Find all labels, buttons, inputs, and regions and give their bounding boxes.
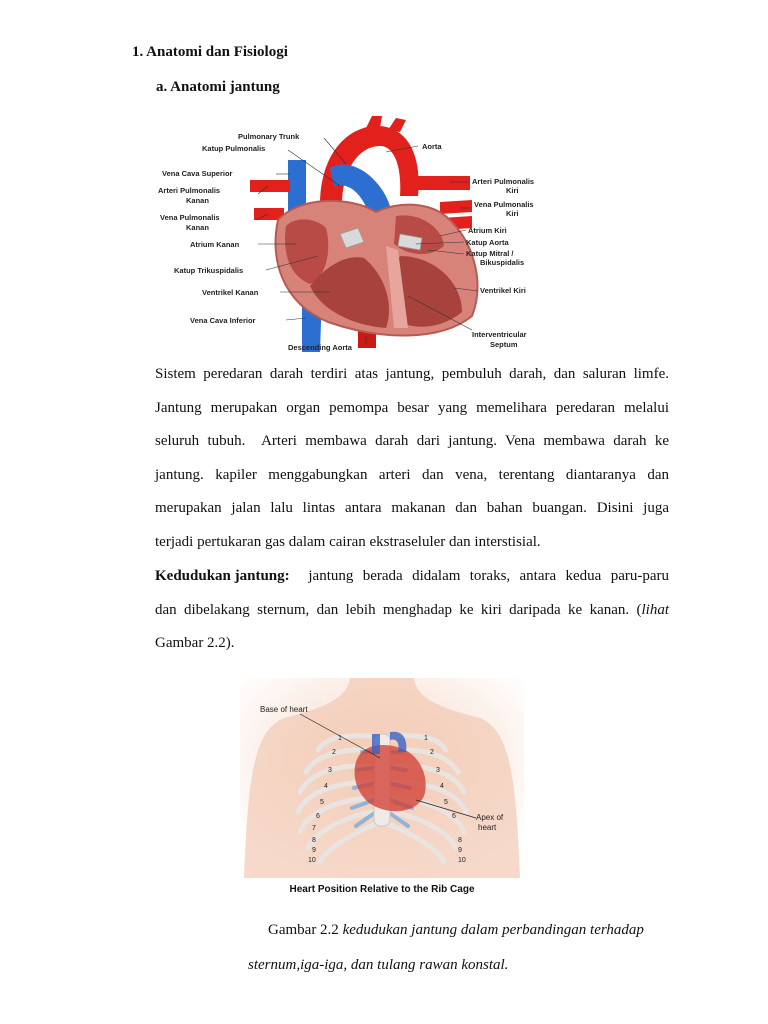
label-vena-pulmonalis-kanan-2: Kanan (186, 223, 209, 232)
label-atrium-kiri: Atrium Kiri (468, 226, 507, 235)
paragraph-line: Sistem peredaran darah terdiri atas jantung, pembuluh darah, dan saluran limfe. (155, 366, 669, 382)
label-aorta: Aorta (422, 142, 442, 151)
rib-number: 6 (452, 813, 456, 820)
line2-start: dan dibelakang sternum, dan lebih menghadap ke kiri daripada ke kanan. ( (155, 601, 642, 618)
label-heart: heart (478, 823, 497, 832)
paragraph-line: terjadi pertukaran gas dalam cairan ekstraseluler dan interstisial. (155, 533, 541, 550)
rib-number: 7 (312, 825, 316, 832)
label-katup-pulmonalis: Katup Pulmonalis (202, 144, 266, 153)
pulmonary-artery-left-shape (412, 176, 470, 190)
subsection-heading: a. Anatomi jantung (156, 79, 280, 95)
label-katup-mitral: Katup Mitral / (466, 249, 514, 258)
rib-number: 9 (312, 847, 316, 854)
label-arteri-pulmonalis-kanan-2: Kanan (186, 196, 209, 205)
label-vena-pulmonalis-kiri: Vena Pulmonalis (474, 200, 534, 209)
label-arteri-pulmonalis-kanan: Arteri Pulmonalis (158, 186, 221, 195)
label-katup-aorta: Katup Aorta (466, 238, 509, 247)
rib-number: 5 (320, 799, 324, 806)
paragraph-line: merupakan jalan lalu lintas antara makanan dan bahan buangan. Disini juga (155, 500, 669, 516)
label-apex-of: Apex of (476, 813, 504, 822)
section-heading: 1. Anatomi dan Fisiologi (132, 44, 288, 60)
label-bikuspidalis: Bikuspidalis (480, 258, 525, 267)
paragraph-heart-position (155, 560, 669, 661)
label-interventricular: Interventricular (472, 330, 527, 339)
paragraph-circulation (155, 358, 669, 559)
rib-number: 3 (328, 767, 332, 774)
rib-number: 6 (316, 813, 320, 820)
paragraph-line: seluruh tubuh. Arteri membawa darah dari jantung. Vena membawa darah ke (155, 433, 669, 449)
rib-number: 4 (440, 783, 444, 790)
paragraph-line: Jantung merupakan organ pemompa besar yang memelihara peredaran melalui (155, 399, 669, 416)
paragraph-line: Gambar 2.2). (155, 635, 235, 651)
rib-number: 2 (430, 749, 434, 756)
figure-caption-line2: sternum,iga-iga, dan tulang rawan konstal. (248, 957, 509, 973)
label-vena-cava-inferior: Vena Cava Inferior (190, 316, 256, 325)
rib-number: 8 (458, 837, 462, 844)
line1-rest: jantung berada didalam toraks, antara kedua paru-paru (289, 568, 669, 584)
rib-cage-figure (240, 678, 524, 898)
paragraph-line (155, 594, 669, 628)
rib-number: 5 (444, 799, 448, 806)
label-septum: Septum (490, 340, 518, 349)
rib-number: 4 (324, 783, 328, 790)
label-vena-pulmonalis-kanan: Vena Pulmonalis (160, 213, 220, 222)
label-atrium-kanan: Atrium Kanan (190, 240, 240, 249)
rib-number: 1 (338, 735, 342, 742)
pulmonary-artery-right-shape (250, 180, 290, 192)
figure-caption-line1 (268, 922, 644, 939)
label-descending-aorta: Descending Aorta (288, 343, 352, 352)
caption-italic-1: kedudukan jantung dalam perbandingan terhadap (342, 922, 644, 938)
rib-number: 10 (308, 857, 316, 864)
paragraph-line: jantung. kapiler menggabungkan arteri dan vena, terentang diantaranya dan (155, 466, 669, 483)
rib-number: 2 (332, 749, 336, 756)
label-vena-cava-superior: Vena Cava Superior (162, 169, 233, 178)
rib-number: 1 (424, 735, 428, 742)
label-vena-pulmonalis-kiri-2: Kiri (506, 209, 519, 218)
label-base-of-heart: Base of heart (260, 705, 308, 714)
label-ventrikel-kanan: Ventrikel Kanan (202, 288, 259, 297)
caption-prefix: Gambar 2.2 (268, 922, 343, 938)
heart-anatomy-figure (150, 116, 570, 356)
bold-lead: Kedudukan jantung: (155, 568, 290, 584)
label-katup-trikuspidalis: Katup Trikuspidalis (174, 266, 244, 275)
label-arteri-pulmonalis-kiri: Arteri Pulmonalis (472, 177, 535, 186)
rib-number: 3 (436, 767, 440, 774)
label-ventrikel-kiri: Ventrikel Kiri (480, 286, 526, 295)
figure2-title: Heart Position Relative to the Rib Cage (289, 884, 475, 895)
label-pulmonary-trunk: Pulmonary Trunk (238, 132, 300, 141)
rib-number: 9 (458, 847, 462, 854)
italic-lihat: lihat (641, 601, 669, 618)
rib-number: 8 (312, 837, 316, 844)
paragraph-line (155, 560, 669, 594)
label-arteri-pulmonalis-kiri-2: Kiri (506, 186, 519, 195)
rib-number: 10 (458, 857, 466, 864)
